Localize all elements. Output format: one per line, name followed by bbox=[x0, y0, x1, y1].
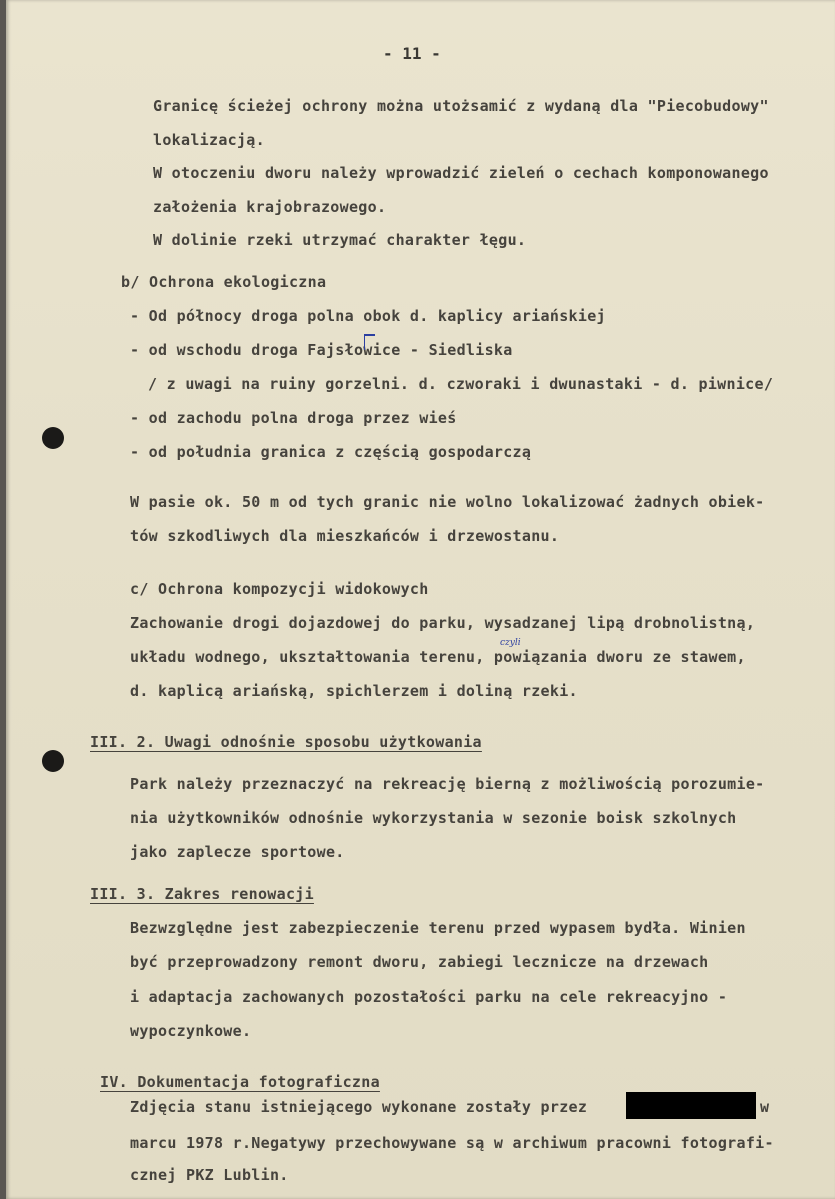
text-line: nia użytkowników odnośnie wykorzystania w sezonie boisk szkolnych bbox=[130, 809, 737, 827]
text-line: cznej PKZ Lublin. bbox=[130, 1166, 289, 1184]
list-item: - od wschodu droga Fajsłowice - Siedliska bbox=[130, 341, 513, 359]
section-heading: b/ Ochrona ekologiczna bbox=[121, 273, 327, 291]
text-line: lokalizacją. bbox=[153, 131, 265, 149]
text-line: Zdjęcia stanu istniejącego wykonane zostały przez bbox=[130, 1098, 588, 1116]
text-line: W dolinie rzeki utrzymać charakter łęgu. bbox=[153, 231, 527, 249]
section-heading: c/ Ochrona kompozycji widokowych bbox=[130, 580, 429, 598]
section-heading: III. 2. Uwagi odnośnie sposobu użytkowania bbox=[90, 733, 482, 751]
text-line: / z uwagi na ruiny gorzelni. d. czworaki i dwunastaki - d. piwnice/ bbox=[148, 375, 774, 393]
handwritten-note: czyli bbox=[500, 638, 521, 648]
page-number: - 11 - bbox=[383, 44, 441, 63]
punch-hole bbox=[42, 750, 64, 772]
text-line: wypoczynkowe. bbox=[130, 1022, 252, 1040]
text-line: W otoczeniu dworu należy wprowadzić zieleń o cechach komponowanego bbox=[153, 164, 769, 182]
section-heading: IV. Dokumentacja fotograficzna bbox=[100, 1073, 380, 1091]
text-line: Park należy przeznaczyć na rekreację bierną z możliwością porozumie- bbox=[130, 775, 765, 793]
text-line: W pasie ok. 50 m od tych granic nie wolno lokalizować żadnych obiek- bbox=[130, 493, 765, 511]
list-item: - od zachodu polna droga przez wieś bbox=[130, 409, 457, 427]
list-item: - Od północy droga polna obok d. kaplicy ariańskiej bbox=[130, 307, 606, 325]
punch-hole bbox=[42, 427, 64, 449]
text-line: Bezwzględne jest zabezpieczenie terenu przed wypasem bydła. Winien bbox=[130, 919, 746, 937]
list-item: - od południa granica z częścią gospodarczą bbox=[130, 443, 532, 461]
text-line: marcu 1978 r.Negatywy przechowywane są w archiwum pracowni fotografi- bbox=[130, 1134, 774, 1152]
text-line: jako zaplecze sportowe. bbox=[130, 843, 345, 861]
text-line: i adaptacja zachowanych pozostałości parku na cele rekreacyjno - bbox=[130, 988, 728, 1006]
redaction-block bbox=[626, 1092, 756, 1119]
text-line: tów szkodliwych dla mieszkańców i drzewostanu. bbox=[130, 527, 560, 545]
text-line: Granicę ścieżej ochrony można utożsamić z wydaną dla "Piecobudowy" bbox=[153, 97, 769, 115]
text-line: d. kaplicą ariańską, spichlerzem i doliną rzeki. bbox=[130, 682, 578, 700]
handwritten-mark bbox=[364, 334, 375, 350]
text-line: być przeprowadzony remont dworu, zabiegi lecznicze na drzewach bbox=[130, 953, 709, 971]
text-line: założenia krajobrazowego. bbox=[153, 198, 387, 216]
text-line: Zachowanie drogi dojazdowej do parku, wysadzanej lipą drobnolistną, bbox=[130, 614, 756, 632]
section-heading: III. 3. Zakres renowacji bbox=[90, 885, 314, 903]
text-line: układu wodnego, ukształtowania terenu, powiązania dworu ze stawem, bbox=[130, 648, 746, 666]
text-line: w bbox=[760, 1098, 770, 1116]
